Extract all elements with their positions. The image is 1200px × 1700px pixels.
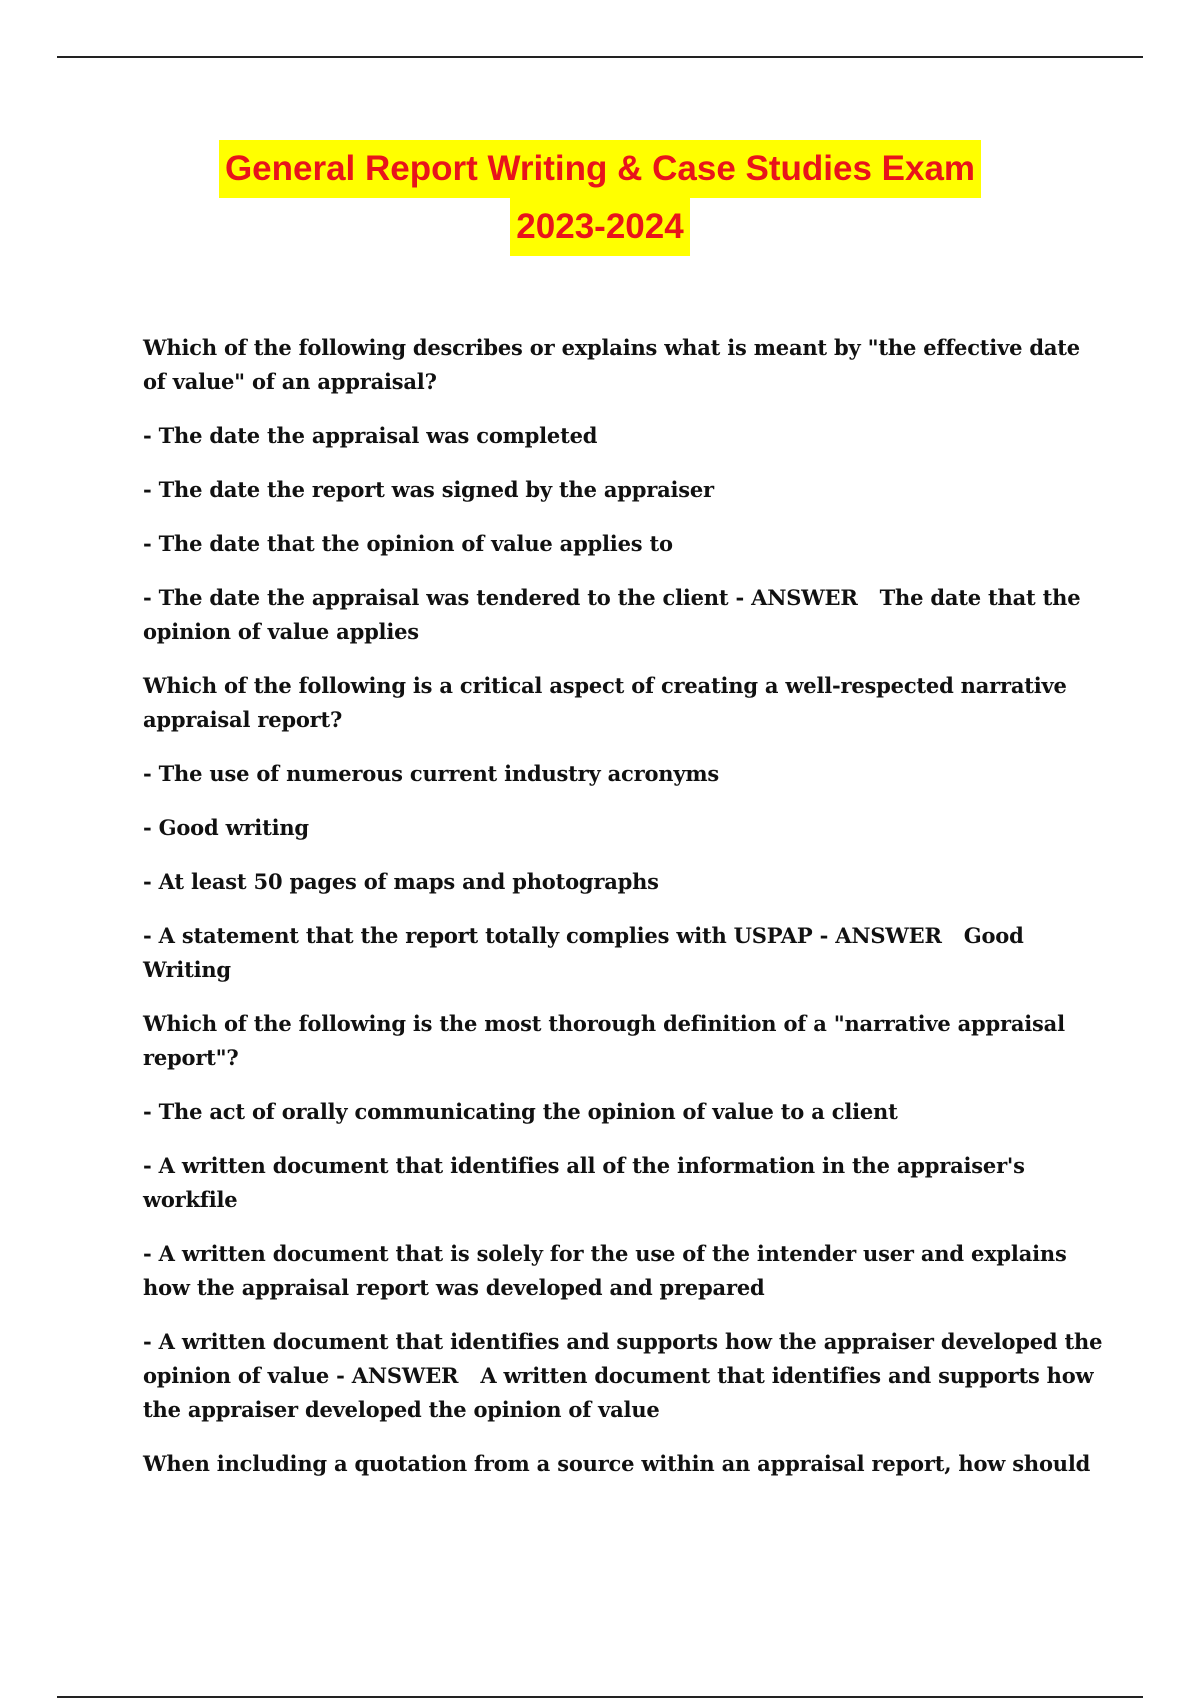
footer-rule (57, 1696, 1143, 1698)
title-line-1: General Report Writing & Case Studies Exam (219, 140, 981, 198)
document-title (0, 140, 1200, 256)
q3-option-1: - The act of orally communicating the opinion of value to a client (143, 1099, 898, 1124)
question-1: Which of the following describes or explains what is meant by "the effective date of value" of an appraisal? (143, 335, 1080, 394)
q3-option-4-with-answer (143, 1325, 1103, 1427)
header-rule (57, 56, 1143, 58)
q1-option-3: - The date that the opinion of value applies to (143, 531, 673, 556)
q3-option-4: - A written document that identifies and supports how the appraiser developed the opinion of value - ANSWER (143, 1329, 1103, 1388)
q2-option-4: - A statement that the report totally complies with USPAP - ANSWER (143, 923, 942, 948)
q2-option-2: - Good writing (143, 815, 309, 840)
question-2: Which of the following is a critical aspect of creating a well-respected narrative appraisal report? (143, 673, 1067, 732)
q3-answer: A written document that identifies and supports how the appraiser developed the opinion of value (143, 1363, 1094, 1422)
q3-option-3: - A written document that is solely for the use of the intender user and explains how the appraisal report was developed and prepared (143, 1241, 1067, 1300)
q1-option-4-with-answer (143, 581, 1103, 649)
q1-answer: The date that the opinion of value applies (143, 585, 1081, 644)
question-4: When including a quotation from a source within an appraisal report, how should (143, 1451, 1091, 1476)
q2-option-3: - At least 50 pages of maps and photographs (143, 869, 659, 894)
q1-option-1: - The date the appraisal was completed (143, 423, 598, 448)
q2-option-4-with-answer (143, 919, 1103, 987)
q1-option-4: - The date the appraisal was tendered to the client - ANSWER (143, 585, 858, 610)
q2-option-1: - The use of numerous current industry acronyms (143, 761, 719, 786)
q3-option-2: - A written document that identifies all of the information in the appraiser's workfile (143, 1153, 1025, 1212)
q1-option-2: - The date the report was signed by the appraiser (143, 477, 714, 502)
q2-answer: Good Writing (143, 923, 1024, 982)
title-line-2: 2023-2024 (510, 198, 689, 256)
document-body (143, 331, 1103, 1501)
question-3: Which of the following is the most thorough definition of a "narrative appraisal report"? (143, 1011, 1065, 1070)
